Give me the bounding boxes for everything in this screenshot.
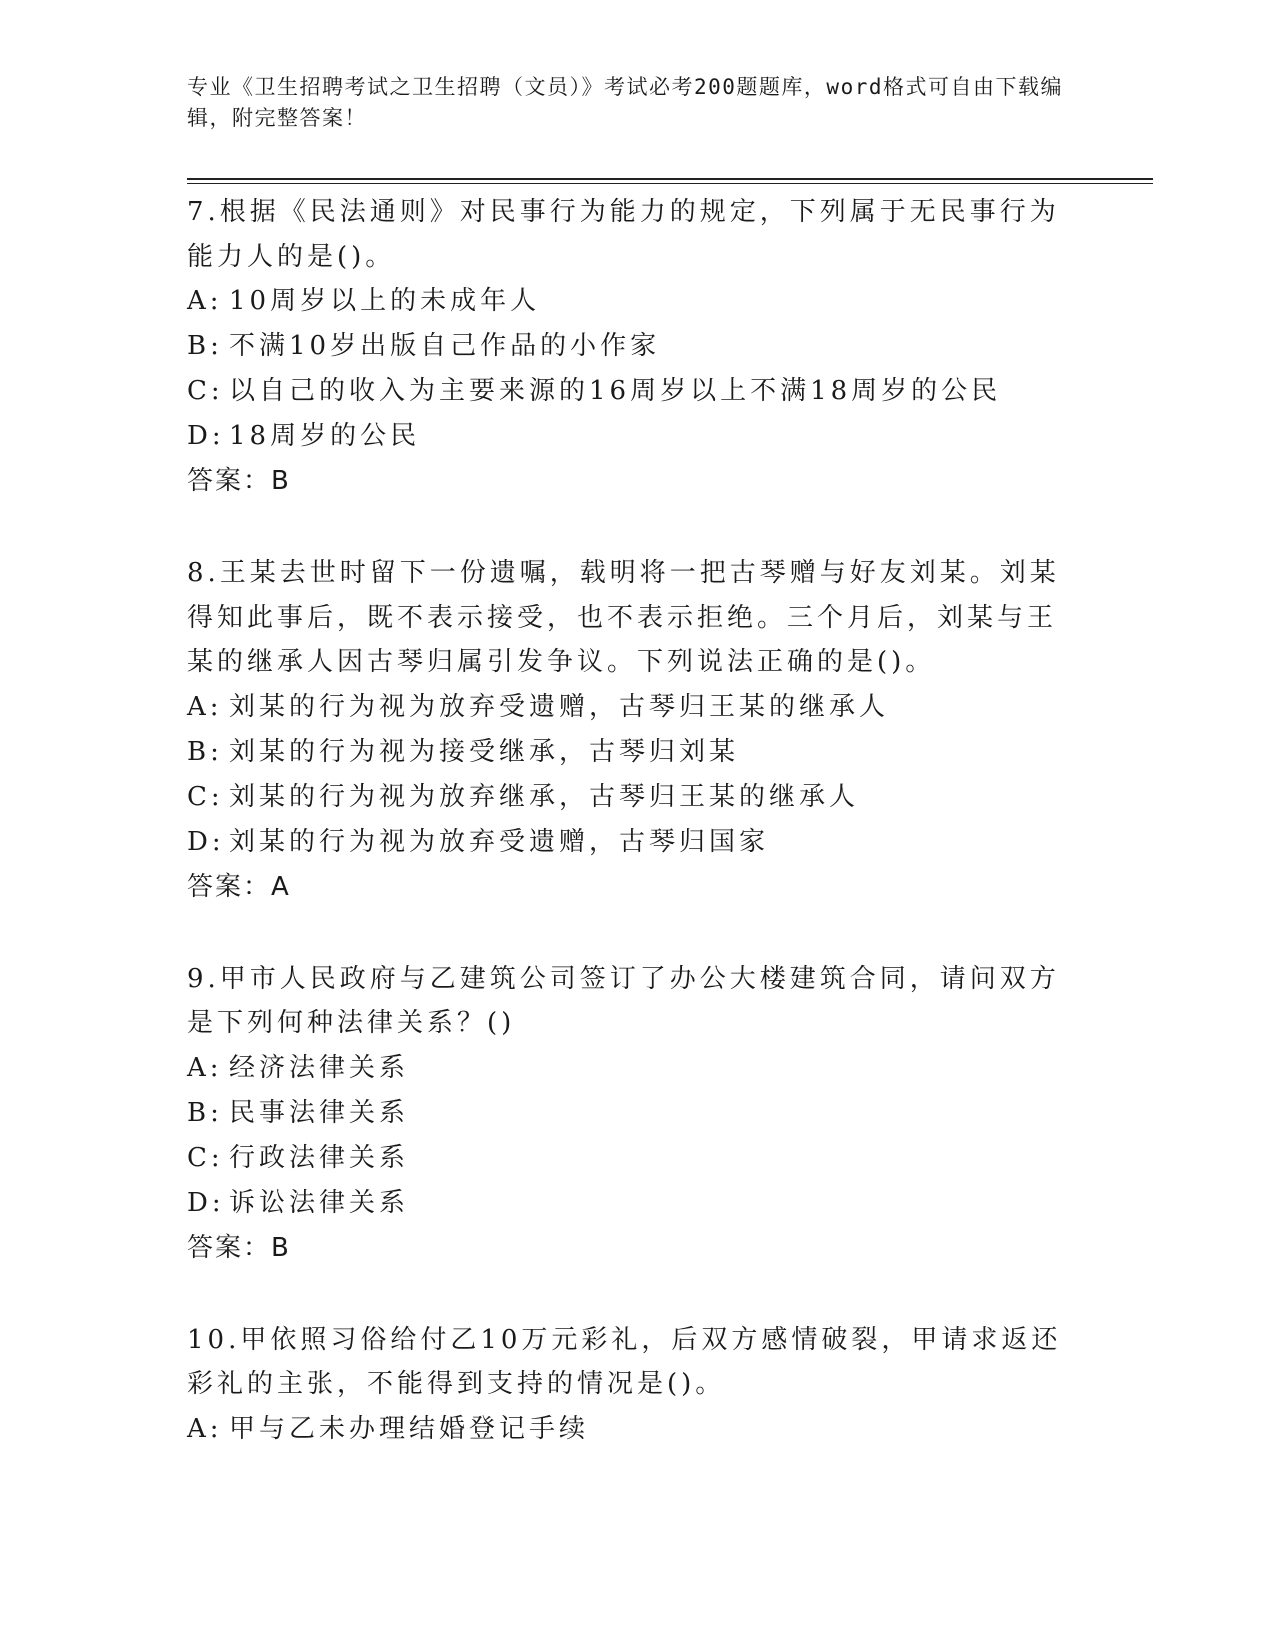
question-stem: 8.王某去世时留下一份遗嘱，载明将一把古琴赠与好友刘某。刘某得知此事后，既不表示接受，也不表示拒绝。三个月后，刘某与王某的继承人因古琴归属引发争议。下列说法正确的是()。 <box>187 558 1060 677</box>
option-c <box>187 369 1067 414</box>
question-stem: 7.根据《民法通则》对民事行为能力的规定，下列属于无民事行为能力人的是()。 <box>187 197 1060 272</box>
option-a <box>187 279 1067 324</box>
header-rule-thick <box>187 178 1153 180</box>
option-key: C: <box>187 781 224 812</box>
option-d <box>187 1181 1067 1226</box>
question-stem: 10.甲依照习俗给付乙10万元彩礼，后双方感情破裂，甲请求返还彩礼的主张，不能得到支持的情况是()。 <box>187 1324 1062 1399</box>
option-text: 刘某的行为视为放弃受遗赠，古琴归国家 <box>229 826 770 857</box>
option-c <box>187 1136 1067 1181</box>
option-text: 10周岁以上的未成年人 <box>229 286 541 316</box>
question-stem: 9.甲市人民政府与乙建筑公司签订了办公大楼建筑合同，请问双方是下列何种法律关系？() <box>187 963 1060 1038</box>
option-a <box>187 685 1067 730</box>
option-key: D: <box>187 826 225 857</box>
option-b <box>187 1091 1067 1136</box>
option-key: A: <box>187 691 223 722</box>
option-text: 18周岁的公民 <box>229 421 421 451</box>
option-text: 经济法律关系 <box>229 1052 410 1083</box>
question-block <box>187 551 1067 910</box>
option-key: D: <box>187 421 225 451</box>
option-key: D: <box>187 1187 225 1218</box>
option-key: C: <box>187 376 224 406</box>
option-text: 行政法律关系 <box>229 1142 410 1173</box>
option-key: B: <box>187 736 223 767</box>
question-block <box>187 190 1067 504</box>
header-rule-thin <box>187 183 1153 184</box>
option-b <box>187 324 1067 369</box>
question-list <box>187 190 1067 1499</box>
option-key: C: <box>187 1142 224 1173</box>
option-text: 刘某的行为视为放弃受遗赠，古琴归王某的继承人 <box>229 691 890 722</box>
option-key: A: <box>187 1052 223 1083</box>
option-text: 民事法律关系 <box>229 1097 410 1128</box>
option-key: A: <box>187 1413 223 1444</box>
option-b <box>187 730 1067 775</box>
option-text: 以自己的收入为主要来源的16周岁以上不满18周岁的公民 <box>229 376 1002 406</box>
option-d <box>187 414 1067 459</box>
option-text: 诉讼法律关系 <box>229 1187 410 1218</box>
document-header: 专业《卫生招聘考试之卫生招聘（文员）》考试必考200题题库，word格式可自由下载编辑，附完整答案！ <box>187 75 1063 130</box>
option-key: B: <box>187 1097 223 1128</box>
option-key: B: <box>187 331 223 361</box>
option-text: 刘某的行为视为放弃继承，古琴归王某的继承人 <box>229 781 860 812</box>
option-text: 不满10岁出版自己作品的小作家 <box>229 331 661 361</box>
option-key: A: <box>187 286 223 316</box>
answer-line: 答案：B <box>187 1232 291 1263</box>
option-text: 刘某的行为视为接受继承，古琴归刘某 <box>229 736 740 767</box>
question-block <box>187 1318 1067 1452</box>
option-a <box>187 1046 1067 1091</box>
question-block <box>187 957 1067 1271</box>
answer-line: 答案：A <box>187 871 291 902</box>
option-c <box>187 775 1067 820</box>
option-text: 甲与乙未办理结婚登记手续 <box>229 1413 590 1444</box>
option-a <box>187 1407 1067 1452</box>
answer-line: 答案：B <box>187 466 291 496</box>
option-d <box>187 820 1067 865</box>
